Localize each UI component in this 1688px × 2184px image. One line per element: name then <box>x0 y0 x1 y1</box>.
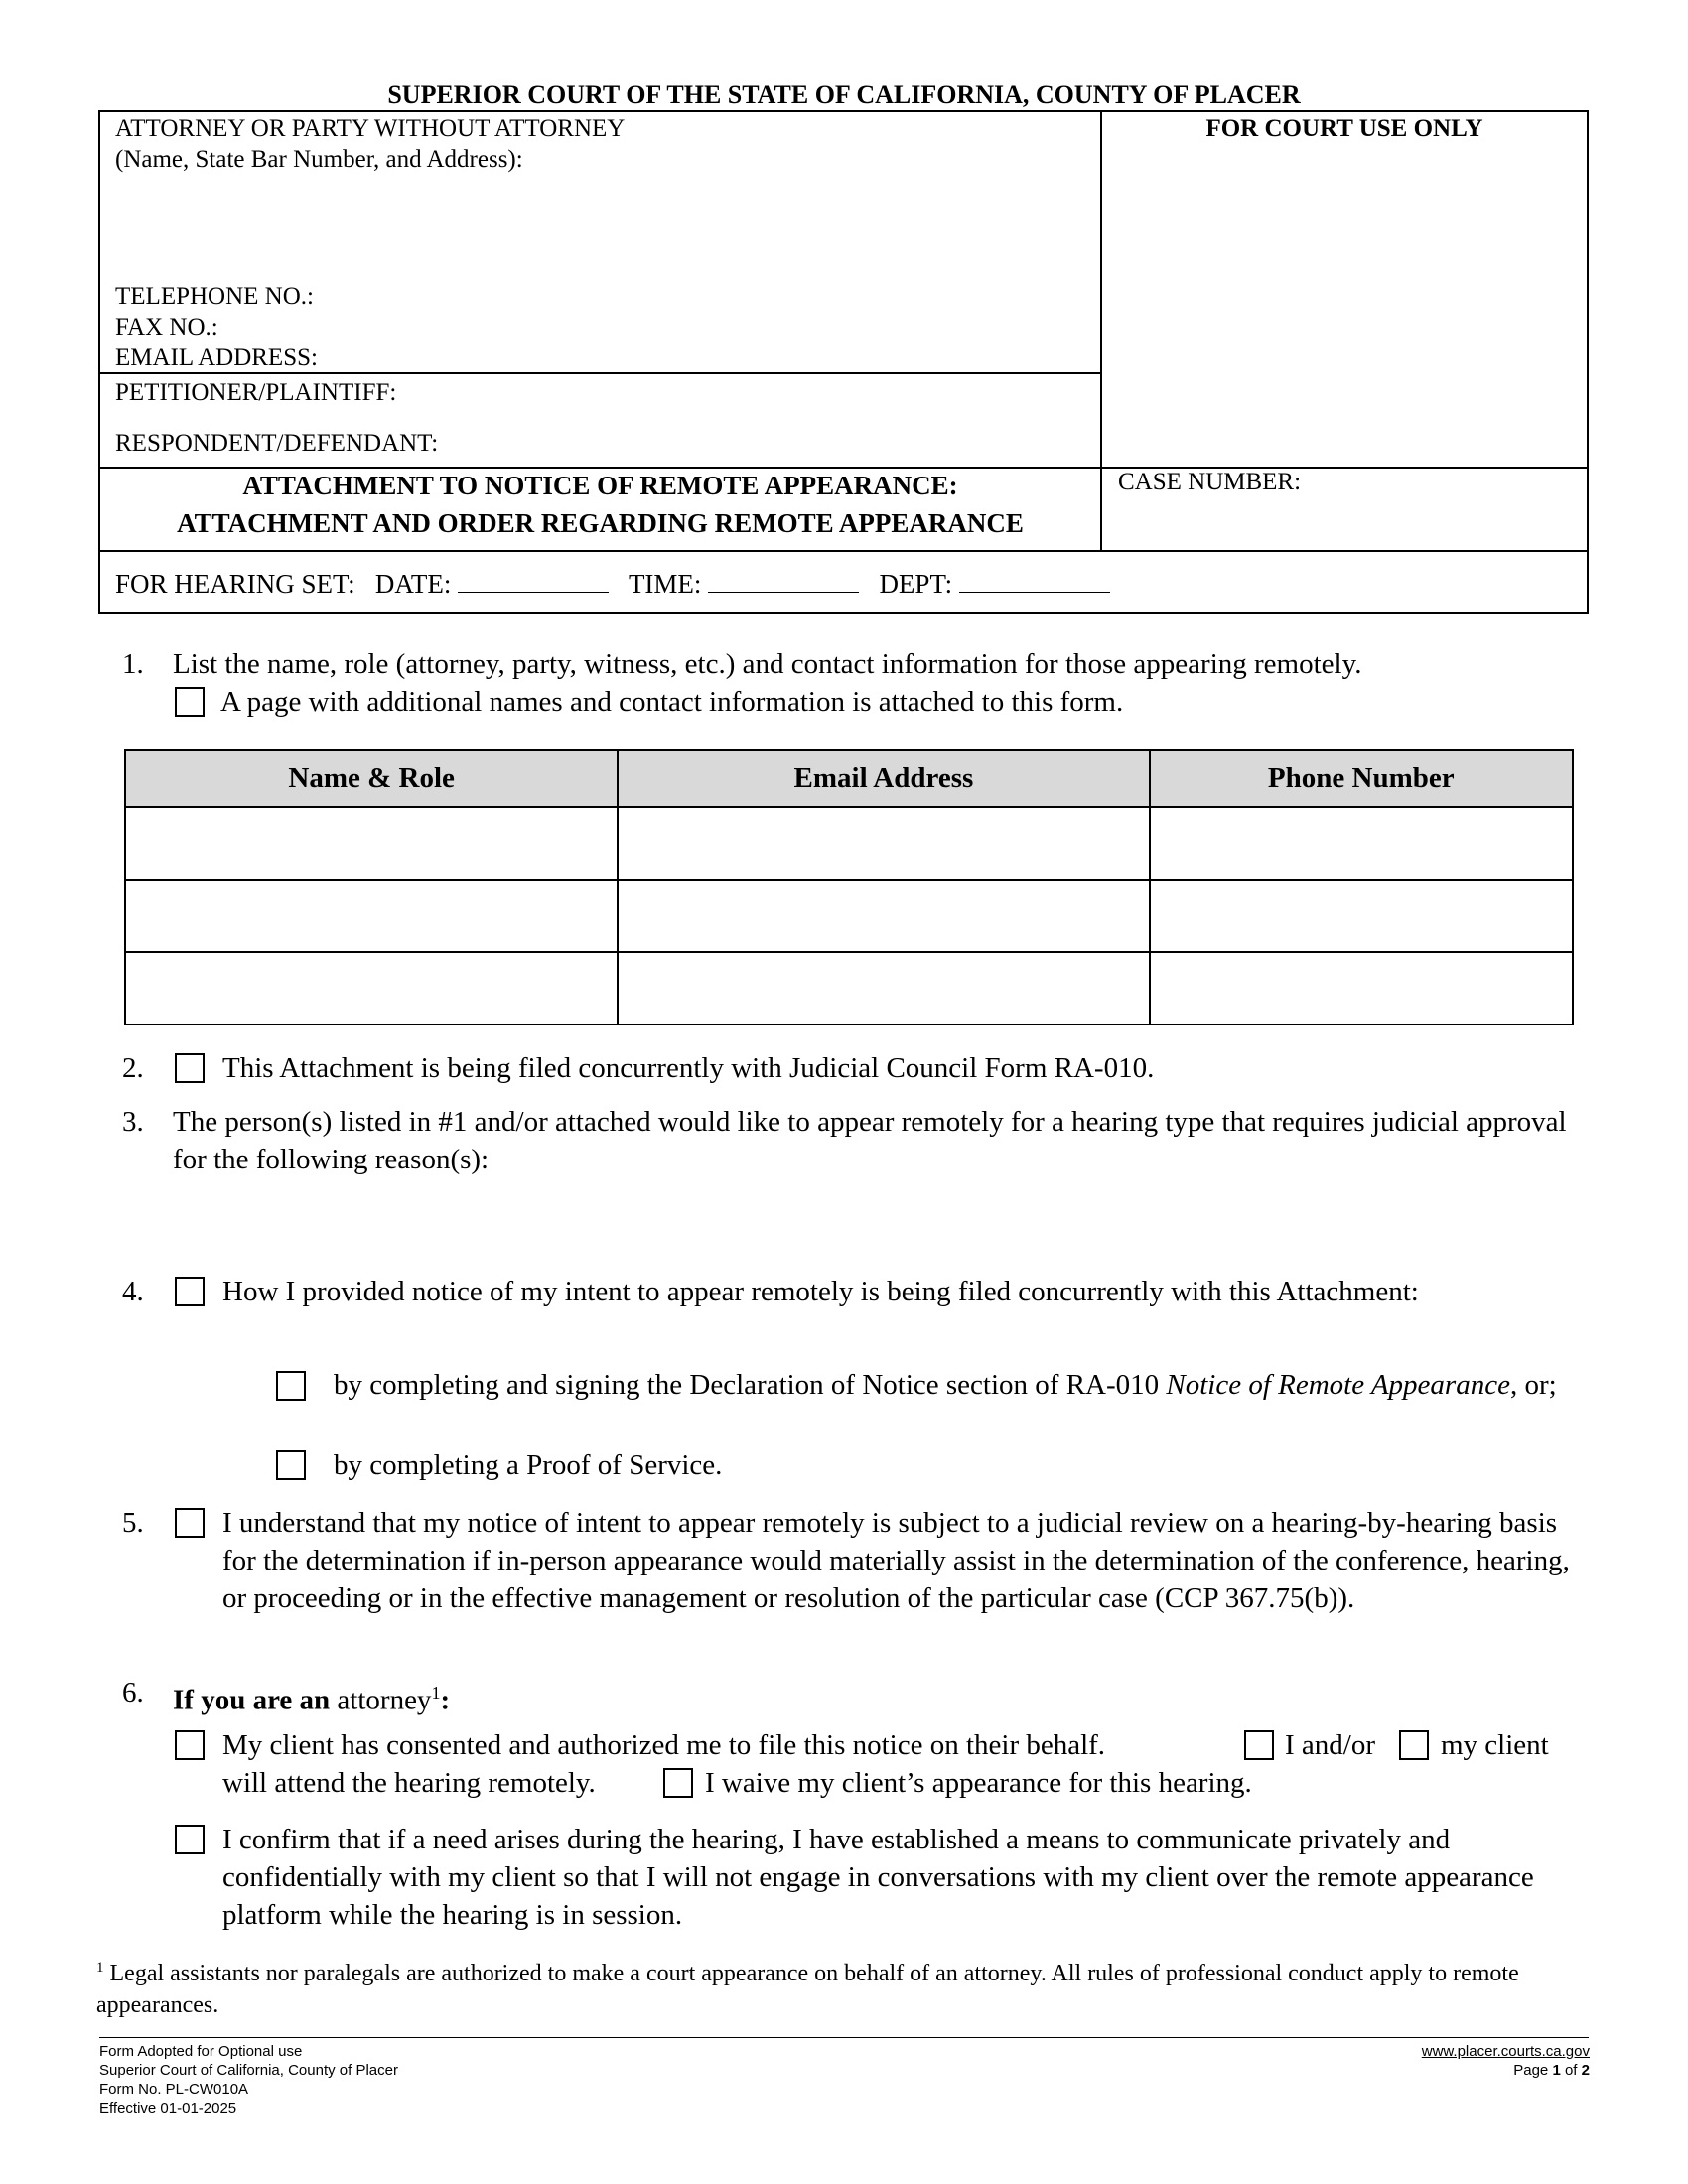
phone-cell[interactable] <box>1150 880 1573 952</box>
time-label: TIME: <box>628 569 702 599</box>
form-title-line-1: ATTACHMENT TO NOTICE OF REMOTE APPEARANCE: <box>242 471 958 500</box>
page-word: Page <box>1513 2062 1549 2079</box>
item-4a-pre: by completing and signing the Declaration of Notice section of RA-010 <box>334 1369 1167 1401</box>
notice-provided-checkbox[interactable] <box>175 1277 205 1306</box>
respondent-label: RESPONDENT/DEFENDANT: <box>115 430 439 457</box>
fax-label: FAX NO.: <box>115 314 218 341</box>
date-field[interactable] <box>458 566 609 593</box>
item-6a-text-2: I and/or <box>1285 1729 1375 1761</box>
item-6a-text-5: I waive my client’s appearance for this hearing. <box>705 1767 1252 1799</box>
client-consented-checkbox[interactable] <box>175 1730 205 1760</box>
item-3-text: The person(s) listed in #1 and/or attached would like to appear remotely for a hearing type that requires judicial approval for the following reason(s): <box>173 1106 1567 1175</box>
footnote-ref: 1 <box>431 1683 441 1703</box>
footer-form-no: Form No. PL-CW010A <box>99 2081 249 2098</box>
footnote <box>96 1952 1586 2021</box>
hearing-set-label: FOR HEARING SET: <box>115 569 355 599</box>
item-6-number: 6. <box>122 1677 144 1708</box>
item-4-number: 4. <box>122 1276 144 1307</box>
table-row <box>125 880 1573 952</box>
page-total: 2 <box>1581 2062 1590 2079</box>
footnote-mark: 1 <box>96 1960 104 1976</box>
additional-page-checkbox[interactable] <box>175 687 205 717</box>
form-title-line-2: ATTACHMENT AND ORDER REGARDING REMOTE APPEARANCE <box>177 508 1024 538</box>
item-6a-text-4: will attend the hearing remotely. <box>222 1767 596 1799</box>
private-communication-checkbox[interactable] <box>175 1825 205 1854</box>
page-indicator <box>1422 2061 1590 2080</box>
email-cell[interactable] <box>618 952 1149 1024</box>
footer-effective: Effective 01-01-2025 <box>99 2100 237 2116</box>
table-row <box>125 952 1573 1024</box>
attorney-label: ATTORNEY OR PARTY WITHOUT ATTORNEY <box>115 115 626 142</box>
name-cell[interactable] <box>125 880 618 952</box>
email-cell[interactable] <box>618 807 1149 880</box>
item-2-text: This Attachment is being filed concurrently with Judicial Council Form RA-010. <box>222 1052 1155 1084</box>
footer-court: Superior Court of California, County of Placer <box>99 2062 398 2079</box>
petitioner-label: PETITIONER/PLAINTIFF: <box>115 379 397 406</box>
judicial-review-checkbox[interactable] <box>175 1508 205 1538</box>
table-header-phone: Phone Number <box>1150 750 1573 807</box>
name-cell[interactable] <box>125 807 618 880</box>
additional-page-label: A page with additional names and contact information is attached to this form. <box>220 686 1124 718</box>
item-4-text: How I provided notice of my intent to appear remotely is being filed concurrently with this Attachment: <box>222 1276 1419 1307</box>
item-4a-italic: Notice of Remote Appearance <box>1166 1369 1510 1401</box>
dept-label: DEPT: <box>879 569 953 599</box>
item-6a-text-3: my client <box>1441 1729 1549 1761</box>
court-use-label: FOR COURT USE ONLY <box>1205 115 1483 142</box>
item-4b-text: by completing a Proof of Service. <box>334 1449 723 1481</box>
footer-adopted: Form Adopted for Optional use <box>99 2043 303 2060</box>
i-attend-checkbox[interactable] <box>1244 1730 1274 1760</box>
footer-left <box>99 2042 398 2117</box>
item-4a-post: , or; <box>1509 1369 1557 1401</box>
item-3-number: 3. <box>122 1106 144 1138</box>
declaration-checkbox[interactable] <box>276 1371 306 1401</box>
table-row <box>125 807 1573 880</box>
phone-cell[interactable] <box>1150 807 1573 880</box>
item-1-number: 1. <box>122 648 144 680</box>
concurrent-filing-checkbox[interactable] <box>175 1053 205 1083</box>
item-6-bold: If you are an <box>173 1684 331 1716</box>
footer-divider <box>99 2037 1589 2038</box>
item-1-text: List the name, role (attorney, party, witness, etc.) and contact information for those appearing remotely. <box>173 648 1362 680</box>
item-5-text: I understand that my notice of intent to appear remotely is subject to a judicial review on a hearing-by-hearing basis for the determination if in-person appearance would materially assist in the determination of the conference, hearing, or proceeding or in the effective management or resolution of the particular case (CCP 367.75(b)). <box>222 1507 1570 1614</box>
attorney-sublabel: (Name, State Bar Number, and Address): <box>115 146 523 173</box>
item-5-number: 5. <box>122 1507 144 1539</box>
date-label: DATE: <box>374 569 452 599</box>
item-6b-text: I confirm that if a need arises during the hearing, I have established a means to communicate privately and confidentially with my client so that I will not engage in conversations with my client over the remote appearance platform while the hearing is in session. <box>222 1824 1534 1931</box>
email-label: EMAIL ADDRESS: <box>115 344 318 371</box>
email-cell[interactable] <box>618 880 1149 952</box>
waive-appearance-checkbox[interactable] <box>663 1768 693 1798</box>
name-cell[interactable] <box>125 952 618 1024</box>
time-field[interactable] <box>708 566 859 593</box>
footnote-text: Legal assistants nor paralegals are authorized to make a court appearance on behalf of an attorney. All rules of professional conduct apply to remote appearances. <box>96 1961 1519 2018</box>
item-2-number: 2. <box>122 1052 144 1084</box>
item-4a-text <box>334 1366 1565 1404</box>
phone-cell[interactable] <box>1150 952 1573 1024</box>
proof-of-service-checkbox[interactable] <box>276 1450 306 1480</box>
of-word: of <box>1564 2062 1578 2079</box>
dept-field[interactable] <box>959 566 1110 593</box>
footer-url[interactable]: www.placer.courts.ca.gov <box>1421 2043 1590 2060</box>
telephone-label: TELEPHONE NO.: <box>115 283 314 310</box>
remote-appearance-table <box>124 749 1574 1025</box>
table-header-email: Email Address <box>618 750 1149 807</box>
page-number: 1 <box>1552 2062 1561 2079</box>
table-header-name: Name & Role <box>125 750 618 807</box>
court-title: SUPERIOR COURT OF THE STATE OF CALIFORNIA, COUNTY OF PLACER <box>387 80 1301 109</box>
footer-right <box>1422 2042 1590 2080</box>
item-6-word: attorney <box>330 1684 432 1716</box>
hearing-row <box>115 566 1110 600</box>
item-6-heading <box>173 1674 450 1719</box>
item-6a-text-1: My client has consented and authorized me to file this notice on their behalf. <box>222 1729 1106 1761</box>
court-use-box <box>1100 110 1589 469</box>
client-attend-checkbox[interactable] <box>1399 1730 1429 1760</box>
item-6a-line-1 <box>222 1726 1105 1764</box>
item-6-colon: : <box>440 1684 451 1716</box>
case-number-label: CASE NUMBER: <box>1118 469 1302 495</box>
